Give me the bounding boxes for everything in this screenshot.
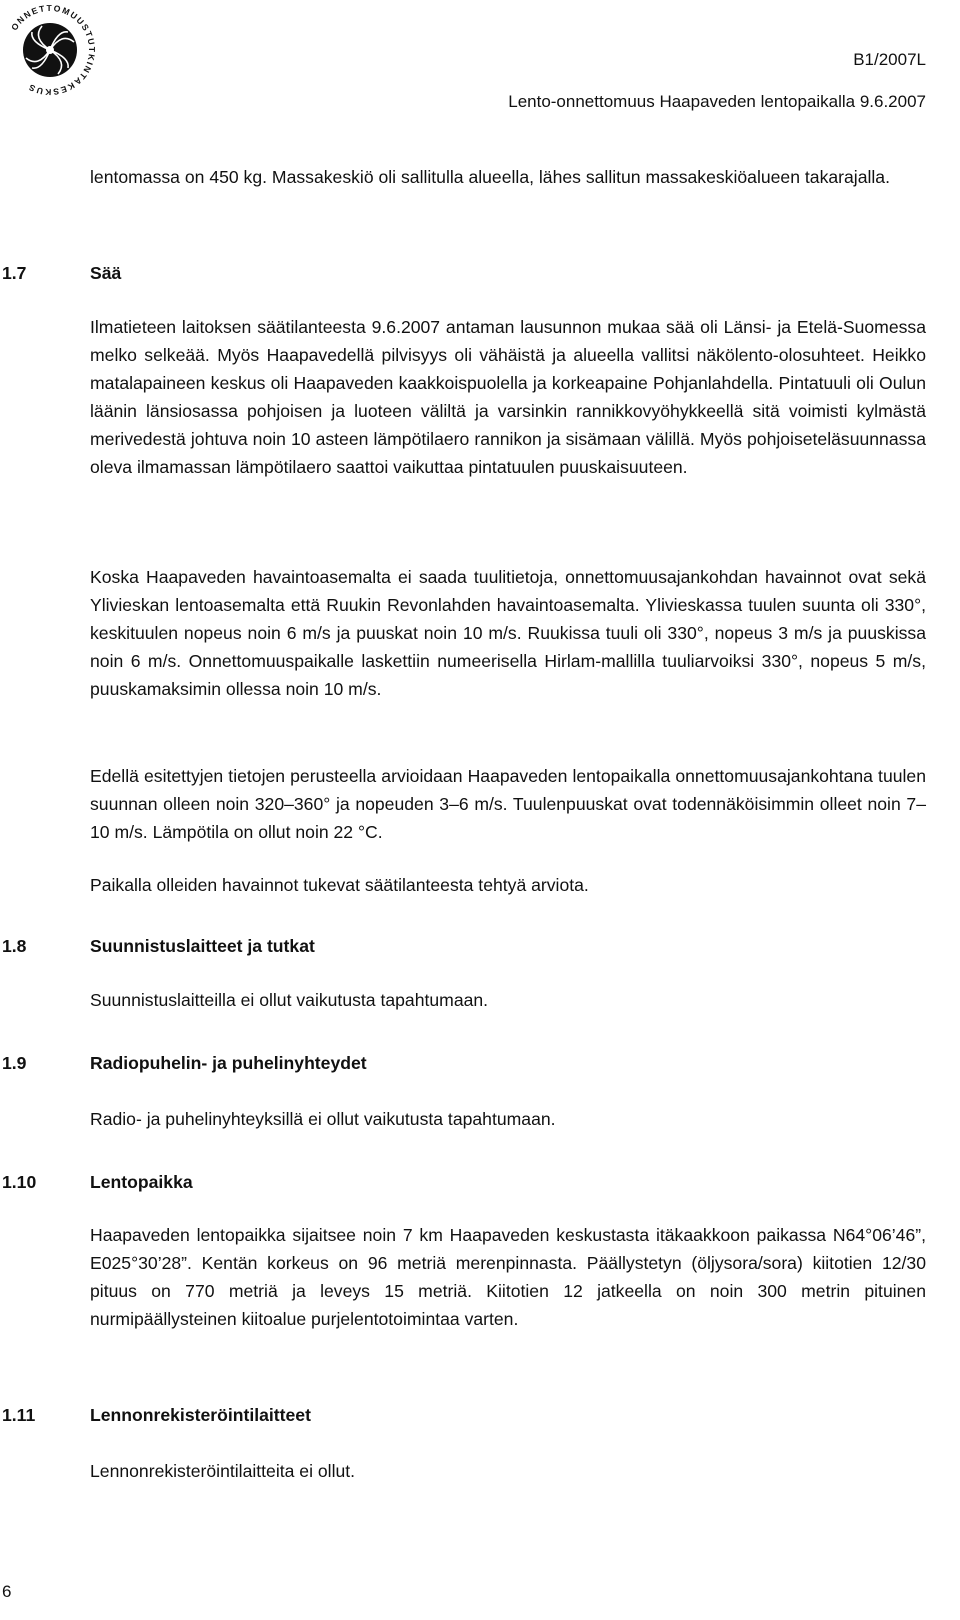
intro-paragraph: lentomassa on 450 kg. Massakeskiö oli sallitulla alueella, lähes sallitun massakeskiöalueen takarajalla. [90, 167, 890, 187]
report-code: B1/2007L [853, 50, 926, 69]
section-number-weather: 1.7 [2, 263, 27, 283]
section-number-navigation: 1.8 [2, 936, 27, 956]
navigation-paragraph: Suunnistuslaitteilla ei ollut vaikutusta tapahtumaan. [90, 990, 489, 1010]
section-title-airfield: Lentopaikka [90, 1172, 193, 1192]
section-number-airfield: 1.10 [2, 1172, 37, 1192]
weather-paragraph-3: Edellä esitettyjen tietojen perusteella arvioidaan Haapaveden lentopaikalla onnettomuusajankohtana tuulen suunnan olleen noin 320–360° ja nopeuden 3–6 m/s. Tuulenpuuskat ovat todennäköisimmin olleet noin 7–10 m/s. Lämpötila on ollut noin 22 °C. [90, 766, 926, 842]
logo-ring-text: ONNETTOMUUSTUTKINTAKESKUS [9, 2, 98, 98]
weather-paragraph-1: Ilmatieteen laitoksen säätilanteesta 9.6.2007 antaman lausunnon mukaa sää oli Länsi- ja Etelä-Suomessa melko selkeää. Myös Haapavedellä pilvisyys oli vähäistä ja alueella vallitsi näkölento-olosuhteet. Heikko matalapaineen keskus oli Haapaveden kaakkoispuolella ja korkeapaine Pohjanlahdella. Pintatuuli oli Oulun läänin länsiosassa pohjoisen ja luoteen väliltä ja varsinkin rannikkovyöhykkeellä sitä voimisti kylmästä merivedestä johtuva noin 10 asteen lämpötilaero rannikon ja sisämaan välillä. Myös pohjoiseteläsuunnassa oleva ilmamassan lämpötilaero saattoi vaikuttaa pintatuulen puuskaisuuteen. [90, 317, 926, 477]
radio-paragraph: Radio- ja puhelinyhteyksillä ei ollut vaikutusta tapahtumaan. [90, 1109, 556, 1129]
section-title-radio: Radiopuhelin- ja puhelinyhteydet [90, 1053, 367, 1073]
airfield-paragraph: Haapaveden lentopaikka sijaitsee noin 7 km Haapaveden keskustasta itäkaakkoon paikassa N64°06’46”, E025°30’28”. Kentän korkeus on 96 metriä merenpinnasta. Päällystetyn (öljysora/sora) kiitotien 12/30 pituus on 770 metriä ja leveys 15 metriä. Kiitotien 12 jatkeella on noin 300 metrin pituinen nurmipäällysteinen kiitoalue purjelentotoimintaa varten. [90, 1225, 926, 1329]
report-title: Lento-onnettomuus Haapaveden lentopaikalla 9.6.2007 [508, 92, 926, 111]
section-number-radio: 1.9 [2, 1053, 27, 1073]
section-title-recorders: Lennonrekisteröintilaitteet [90, 1405, 311, 1425]
weather-paragraph-2: Koska Haapaveden havaintoasemalta ei saada tuulitietoja, onnettomuusajankohdan havainnot ovat sekä Ylivieskan lentoasemalta että Ruukin Revonlahden havaintoasemalta. Ylivieskassa tuulen suunta oli 330°, keskituulen nopeus noin 6 m/s ja puuskat noin 10 m/s. Ruukissa tuuli oli 330°, nopeus 3 m/s ja puuskissa noin 6 m/s. Onnettomuuspaikalle laskettiin numeerisella Hirlam-mallilla tuuliarvoiksi 330°, nopeus 5 m/s, puuskamaksimin ollessa noin 10 m/s. [90, 567, 926, 699]
onnettomuustutkintakeskus-logo [2, 2, 98, 98]
section-number-recorders: 1.11 [2, 1405, 36, 1425]
section-title-weather: Sää [90, 263, 122, 283]
recorders-paragraph: Lennonrekisteröintilaitteita ei ollut. [90, 1461, 356, 1481]
page-number: 6 [2, 1582, 12, 1601]
weather-paragraph-4: Paikalla olleiden havainnot tukevat säätilanteesta tehtyä arviota. [90, 875, 589, 895]
section-title-navigation: Suunnistuslaitteet ja tutkat [90, 936, 315, 956]
